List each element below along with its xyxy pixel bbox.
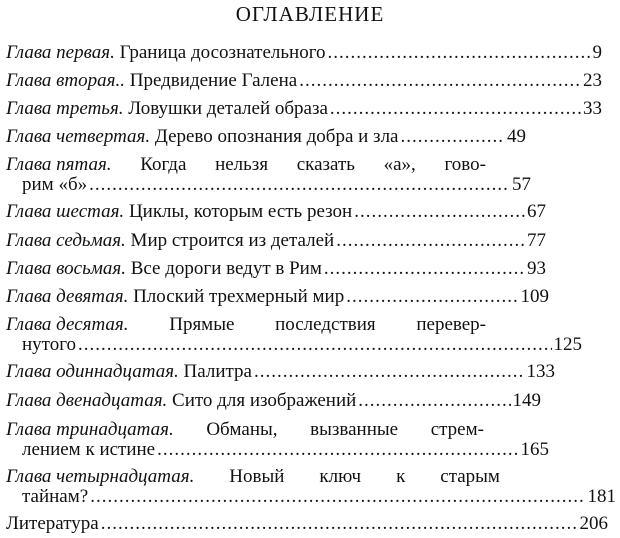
title-word: нельзя bbox=[215, 154, 269, 175]
toc-entry-1 bbox=[6, 43, 602, 63]
toc-entry-5 bbox=[6, 154, 531, 195]
dot-leader bbox=[330, 99, 581, 119]
toc-entry-2 bbox=[6, 71, 602, 91]
chapter-label: Глава двенадцатая. bbox=[6, 390, 168, 411]
toc-line bbox=[6, 440, 549, 460]
title-word: стрем- bbox=[430, 419, 484, 440]
page-title: ОГЛАВЛЕНИЕ bbox=[235, 2, 385, 26]
chapter-label: Глава первая. bbox=[6, 42, 115, 63]
chapter-title: Мир строится из деталей bbox=[130, 230, 335, 251]
title-word: Обманы, bbox=[206, 419, 278, 440]
page-number: 125 bbox=[553, 334, 582, 355]
page-number: 23 bbox=[583, 70, 602, 91]
chapter-title: Граница досознательного bbox=[119, 42, 326, 63]
title-word: ключ bbox=[319, 466, 362, 487]
toc-line bbox=[6, 43, 602, 63]
dot-leader bbox=[157, 440, 518, 460]
toc-line bbox=[6, 362, 555, 382]
chapter-label: Глава одиннадцатая. bbox=[6, 361, 179, 382]
toc-line bbox=[6, 315, 486, 335]
chapter-label: Глава вторая.. bbox=[6, 70, 125, 91]
chapter-label: Глава третья. bbox=[6, 98, 124, 119]
dot-leader bbox=[354, 202, 525, 222]
chapter-label: Глава четвертая. bbox=[6, 126, 151, 147]
dot-leader bbox=[346, 287, 518, 307]
page-number: 49 bbox=[507, 126, 526, 147]
chapter-title-continued: нутого bbox=[22, 334, 77, 355]
chapter-title: Все дороги ведут в Рим bbox=[130, 258, 322, 279]
toc-line bbox=[6, 202, 546, 222]
chapter-title: Сито для изображений bbox=[172, 390, 357, 411]
chapter-title: Циклы, которым есть резон bbox=[128, 201, 353, 222]
page-number: 181 bbox=[587, 486, 616, 507]
page-number: 67 bbox=[527, 201, 546, 222]
chapter-title: Ловушки деталей образа bbox=[128, 98, 328, 119]
page-number: 9 bbox=[592, 42, 602, 63]
dot-leader bbox=[254, 362, 525, 382]
title-word: Когда bbox=[140, 154, 187, 175]
toc-entry-13 bbox=[6, 419, 549, 460]
toc-line bbox=[6, 487, 616, 507]
dot-leader bbox=[328, 43, 591, 63]
toc-entry-12 bbox=[6, 391, 602, 411]
page-number: 93 bbox=[527, 258, 546, 279]
page-number: 77 bbox=[527, 230, 546, 251]
dot-leader bbox=[336, 231, 525, 251]
toc-entry-10 bbox=[6, 314, 582, 355]
title-word: «а», bbox=[383, 154, 416, 175]
toc-entry-4 bbox=[6, 127, 602, 147]
title-word: Прямые bbox=[169, 314, 235, 335]
chapter-label: Глава девятая. bbox=[6, 286, 129, 307]
toc-entry-8 bbox=[6, 259, 602, 279]
title-word: старым bbox=[440, 466, 500, 487]
title-word: перевер- bbox=[416, 314, 486, 335]
toc-entry-9 bbox=[6, 287, 602, 307]
title-word: сказать bbox=[296, 154, 355, 175]
chapter-title: Палитра bbox=[183, 361, 252, 382]
title-word: последствия bbox=[275, 314, 376, 335]
toc-line bbox=[6, 467, 500, 487]
dot-leader bbox=[89, 175, 510, 195]
toc-entry-14 bbox=[6, 466, 616, 507]
chapter-label: Глава седьмая. bbox=[6, 230, 126, 251]
chapter-title-continued: рим «б» bbox=[22, 174, 88, 195]
dot-leader bbox=[78, 335, 551, 355]
dot-leader bbox=[299, 71, 581, 91]
toc-line bbox=[6, 127, 526, 147]
page-number: 206 bbox=[579, 513, 608, 534]
toc-line bbox=[6, 514, 608, 534]
chapter-title: Плоский трехмерный мир bbox=[133, 286, 345, 307]
dot-leader bbox=[101, 514, 578, 534]
title-word: Новый bbox=[229, 466, 285, 487]
toc-line bbox=[6, 335, 582, 355]
page-number: 149 bbox=[512, 390, 541, 411]
toc-entry-literature bbox=[6, 513, 608, 534]
toc-line bbox=[6, 231, 546, 251]
dot-leader bbox=[90, 487, 585, 507]
chapter-label: Глава десятая. bbox=[6, 314, 129, 335]
page-number: 109 bbox=[520, 286, 549, 307]
toc-entry-11 bbox=[6, 362, 602, 382]
title-word: к bbox=[396, 466, 406, 487]
chapter-label: Глава восьмая. bbox=[6, 258, 126, 279]
toc-line bbox=[6, 259, 546, 279]
toc-line bbox=[6, 420, 484, 440]
chapter-title: Литература bbox=[6, 513, 99, 534]
toc-line bbox=[6, 287, 549, 307]
toc-line bbox=[6, 99, 602, 119]
chapter-label: Глава четырнадцатая. bbox=[6, 466, 195, 487]
page-number: 165 bbox=[520, 439, 549, 460]
chapter-label: Глава тринадцатая. bbox=[6, 419, 174, 440]
chapter-label: Глава пятая. bbox=[6, 154, 112, 175]
chapter-title: Дерево опознания добра и зла bbox=[154, 126, 399, 147]
title-word: вызванные bbox=[310, 419, 399, 440]
title-word: гово- bbox=[444, 154, 486, 175]
toc-entry-7 bbox=[6, 231, 602, 251]
page-number: 57 bbox=[512, 174, 531, 195]
chapter-title-continued: лением к истине bbox=[22, 439, 156, 460]
toc-entry-6 bbox=[6, 202, 602, 222]
page-number: 33 bbox=[583, 98, 602, 119]
chapter-title-continued: тайнам? bbox=[22, 486, 89, 507]
dot-leader bbox=[358, 391, 510, 411]
page-number: 133 bbox=[526, 361, 555, 382]
toc-line bbox=[6, 391, 541, 411]
chapter-label: Глава шестая. bbox=[6, 201, 125, 222]
dot-leader bbox=[400, 127, 505, 147]
toc-entry-3 bbox=[6, 99, 602, 119]
chapter-title: Предвидение Галена bbox=[129, 70, 298, 91]
toc-line bbox=[6, 71, 602, 91]
toc-line bbox=[6, 175, 531, 195]
dot-leader bbox=[324, 259, 525, 279]
toc-line bbox=[6, 155, 486, 175]
